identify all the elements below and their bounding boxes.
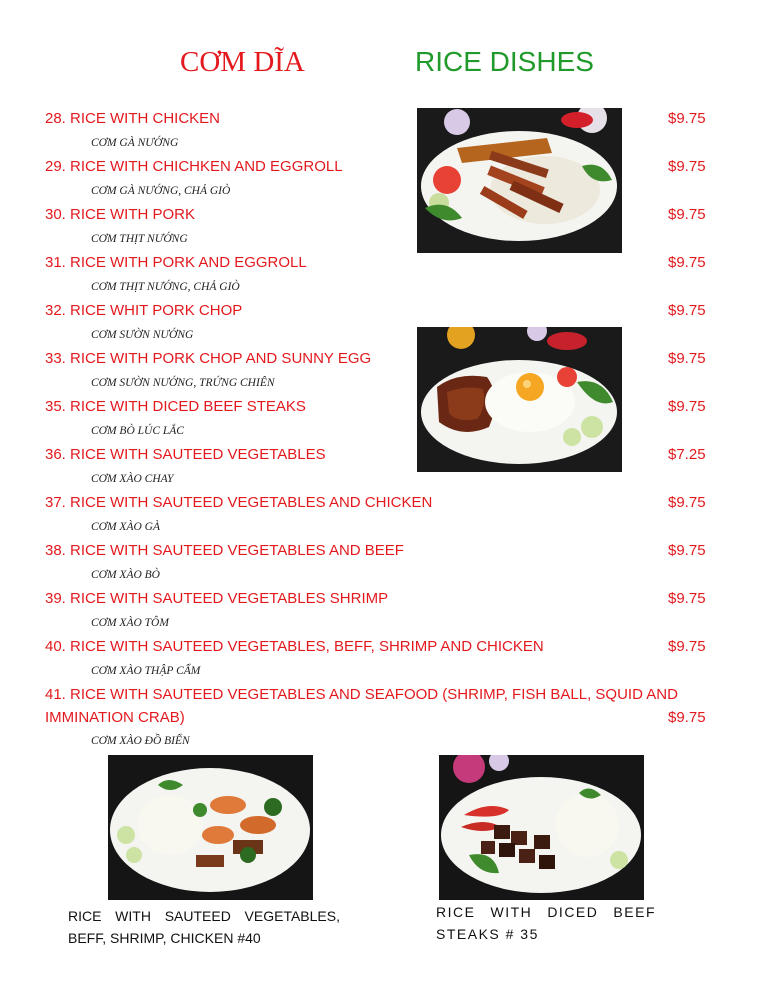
item-name: 40. RICE WITH SAUTEED VEGETABLES, BEFF, SHRIMP AND CHICKEN xyxy=(45,638,544,655)
item-price: $9.75 xyxy=(668,206,706,223)
item-price: $9.75 xyxy=(668,254,706,271)
menu-item xyxy=(45,635,730,683)
menu-item xyxy=(45,683,730,753)
item-price: $9.75 xyxy=(668,709,706,726)
menu-item xyxy=(45,203,730,251)
menu-item xyxy=(45,155,730,203)
menu-item xyxy=(45,395,730,443)
item-price: $9.75 xyxy=(668,158,706,175)
item-vietnamese-name: CƠM XÀO TÔM xyxy=(91,617,169,629)
item-name: 37. RICE WITH SAUTEED VEGETABLES AND CHICKEN xyxy=(45,494,433,511)
item-price: $9.75 xyxy=(668,302,706,319)
menu-item xyxy=(45,107,730,155)
menu-item xyxy=(45,539,730,587)
item-name: 30. RICE WITH PORK xyxy=(45,206,196,223)
item-vietnamese-name: CƠM THỊT NƯỚNG xyxy=(91,233,188,245)
item-vietnamese-name: CƠM GÀ NƯỚNG xyxy=(91,137,179,149)
item-price: $9.75 xyxy=(668,542,706,559)
item-name: 28. RICE WITH CHICKEN xyxy=(45,110,221,127)
item-price: $9.75 xyxy=(668,494,706,511)
item-price: $9.75 xyxy=(668,398,706,415)
item-price: $9.75 xyxy=(668,638,706,655)
item-name: 32. RICE WHIT PORK CHOP xyxy=(45,302,243,319)
item-vietnamese-name: CƠM XÀO THẬP CẨM xyxy=(91,665,201,677)
item-name: 35. RICE WITH DICED BEEF STEAKS xyxy=(45,398,306,415)
food-photo-35 xyxy=(439,755,644,900)
item-price: $9.75 xyxy=(668,350,706,367)
menu-item xyxy=(45,299,730,347)
item-vietnamese-name: CƠM SƯỜN NƯỚNG xyxy=(91,329,194,341)
item-name: 41. RICE WITH SAUTEED VEGETABLES AND SEAFOOD (SHRIMP, FISH BALL, SQUID AND IMMINATION CRAB) xyxy=(45,686,678,726)
item-vietnamese-name: CƠM GÀ NƯỚNG, CHẢ GIÒ xyxy=(91,185,231,197)
menu-item xyxy=(45,587,730,635)
item-name: 39. RICE WITH SAUTEED VEGETABLES SHRIMP xyxy=(45,590,389,607)
food-photo-40 xyxy=(108,755,313,900)
item-vietnamese-name: CƠM XÀO ĐỒ BIỂN xyxy=(91,735,190,747)
menu-item xyxy=(45,443,730,491)
item-price: $9.75 xyxy=(668,590,706,607)
item-vietnamese-name: CƠM XÀO CHAY xyxy=(91,473,174,485)
item-name: 29. RICE WITH CHICHKEN AND EGGROLL xyxy=(45,158,343,175)
caption-photo-40: RICE WITH SAUTEED VEGETABLES, BEFF, SHRIMP, CHICKEN #40 xyxy=(68,908,340,946)
item-vietnamese-name: CƠM XÀO BÒ xyxy=(91,569,160,581)
item-vietnamese-name: CƠM THỊT NƯỚNG, CHẢ GIÒ xyxy=(91,281,240,293)
item-name: 33. RICE WITH PORK CHOP AND SUNNY EGG xyxy=(45,350,372,367)
item-name: 38. RICE WITH SAUTEED VEGETABLES AND BEEF xyxy=(45,542,404,559)
item-name: 36. RICE WITH SAUTEED VEGETABLES xyxy=(45,446,326,463)
menu-item xyxy=(45,491,730,539)
item-vietnamese-name: CƠM BÒ LÚC LẮC xyxy=(91,425,184,437)
title-vietnamese: CƠM DĨA xyxy=(180,46,305,78)
caption-photo-35: RICE WITH DICED BEEF STEAKS # 35 xyxy=(436,904,656,942)
food-photo-pork-chop-egg xyxy=(417,327,622,472)
item-vietnamese-name: CƠM SƯỜN NƯỚNG, TRỨNG CHIÊN xyxy=(91,377,275,389)
menu-item xyxy=(45,347,730,395)
menu-item xyxy=(45,251,730,299)
food-photo-chicken xyxy=(417,108,622,253)
item-vietnamese-name: CƠM XÀO GÀ xyxy=(91,521,160,533)
item-price: $7.25 xyxy=(668,446,706,463)
title-english: RICE DISHES xyxy=(415,46,594,77)
menu-list xyxy=(45,107,730,753)
item-price: $9.75 xyxy=(668,110,706,127)
item-name: 31. RICE WITH PORK AND EGGROLL xyxy=(45,254,307,271)
